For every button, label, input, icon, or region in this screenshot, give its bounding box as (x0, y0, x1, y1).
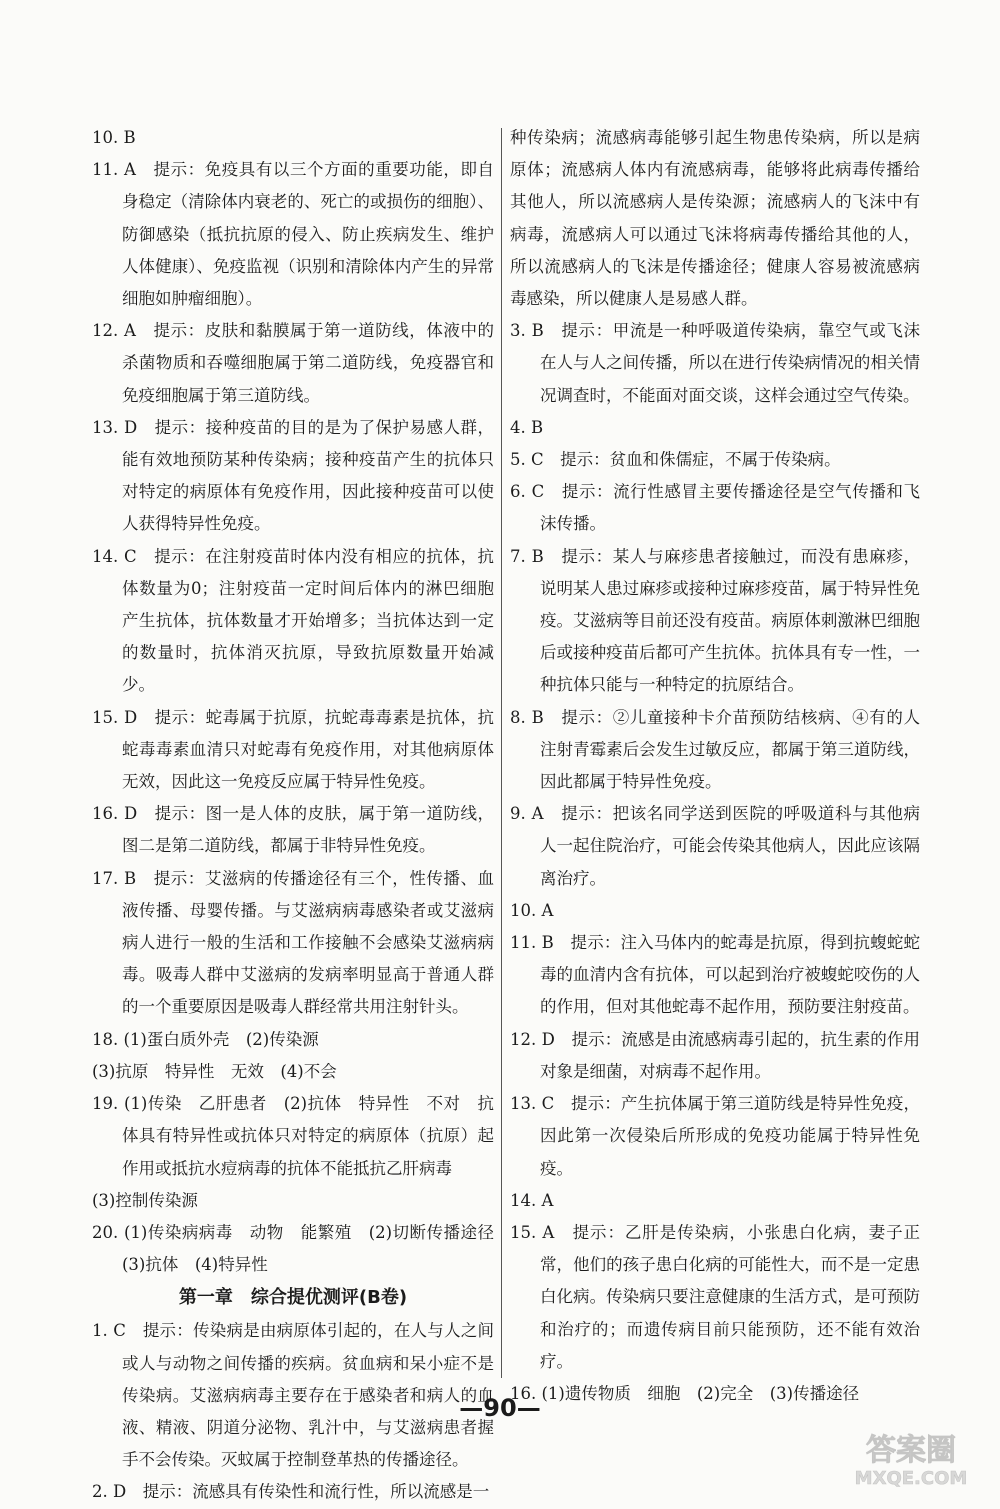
answer-item: 8. B 提示：②儿童接种卡介苗预防结核病、④有的人注射青霉素后会发生过敏反应，都属于第三道防线，因此都属于特异性免疫。 (510, 707, 920, 792)
answer-item: 15. D 提示：蛇毒属于抗原，抗蛇毒毒素是抗体，抗蛇毒毒素血清只对蛇毒有免疫作用，对其他病原体无效，因此这一免疫反应属于特异性免疫。 (92, 707, 494, 792)
watermark-logo (836, 1422, 986, 1490)
answer-item: 10. A (510, 900, 554, 920)
right-column (510, 122, 920, 1410)
answer-item: 20. (1)传染病病毒 动物 能繁殖 (2)切断传播途径 (3)抗体 (4)特异性 (92, 1222, 511, 1275)
answer-item: 13. D 提示：接种疫苗的目的是为了保护易感人群，能有效地预防某种传染病；接种疫苗产生的抗体只对特定的病原体有免疫作用，因此接种疫苗可以使人获得特异性免疫。 (92, 417, 494, 534)
answer-item: 4. B (510, 417, 544, 437)
answer-item: 16. D 提示：图一是人体的皮肤，属于第一道防线，图二是第二道防线，都属于非特异性免疫。 (92, 804, 494, 856)
answer-item: 12. D 提示：流感是由流感病毒引起的，抗生素的作用对象是细菌，对病毒不起作用。 (510, 1029, 920, 1081)
answer-item: 种传染病；流感病毒能够引起生物患传染病，所以是病原体；流感病人体内有流感病毒，能够将此病毒传播给其他人，所以流感病人是传染源；流感病人的飞沫中有病毒，流感病人可以通过飞沫将病毒传播给其他的人，所以流感病人的飞沫是传播途径；健康人容易被流感病毒感染，所以健康人是易感人群。 (510, 128, 920, 309)
answer-item: 14. A (510, 1190, 554, 1210)
answer-item: 14. C 提示：在注射疫苗时体内没有相应的抗体，抗体数量为0；注射疫苗一定时间后体内的淋巴细胞产生抗体，抗体数量才开始增多；当抗体达到一定的数量时，抗体消灭抗原，导致抗原数量开始减少。 (92, 546, 494, 695)
answer-item: 13. C 提示：产生抗体属于第三道防线是特异性免疫，因此第一次侵染后所形成的免疫功能属于特异性免疫。 (510, 1094, 920, 1178)
section-heading: 第一章 综合提优测评(B卷) (178, 1287, 408, 1309)
answer-item: 5. C 提示：贫血和侏儒症，不属于传染病。 (510, 450, 841, 470)
answer-item: 16. (1)遗传物质 细胞 (2)完全 (3)传播途径 (510, 1383, 860, 1403)
answer-item: (3)抗原 特异性 无效 (4)不会 (92, 1061, 337, 1081)
answer-item: 10. B (92, 128, 136, 147)
answer-item: 7. B 提示：某人与麻疹患者接触过，而没有患麻疹，说明某人患过麻疹或接种过麻疹疫苗，属于特异性免疫。艾滋病等目前还没有疫苗。病原体刺激淋巴细胞后或接种疫苗后都可产生抗体。抗体具有专一性，一种抗体只能与一种特定的抗原结合。 (510, 546, 920, 695)
watermark-line1: 答案圈 (866, 1433, 956, 1468)
answer-item: 9. A 提示：把该名同学送到医院的呼吸道科与其他病人一起住院治疗，可能会传染其他病人，因此应该隔离治疗。 (510, 804, 920, 888)
answer-item: 18. (1)蛋白质外壳 (2)传染源 (92, 1029, 319, 1049)
answer-item: 19. (1)传染 乙肝患者 (2)抗体 特异性 不对 抗体具有特异性或抗体只对特定的病原体（抗原）起作用或抵抗水痘病毒的抗体不能抵抗乙肝病毒 (92, 1094, 494, 1178)
answer-item: 3. B 提示：甲流是一种呼吸道传染病，靠空气或飞沫在人与人之间传播，所以在进行传染病情况的相关情况调查时，不能面对面交谈，这样会通过空气传染。 (510, 321, 920, 405)
answer-item: 6. C 提示：流行性感冒主要传播途径是空气传播和飞沫传播。 (510, 482, 920, 534)
answer-item: 12. A 提示：皮肤和黏膜属于第一道防线，体液中的杀菌物质和吞噬细胞属于第二道防线，免疫器官和免疫细胞属于第三道防线。 (92, 321, 494, 405)
answer-item: 1. C 提示：传染病是由病原体引起的，在人与人之间或人与动物之间传播的疾病。贫血病和呆小症不是传染病。艾滋病病毒主要存在于感染者和病人的血液、精液、阴道分泌物、乳汁中，与艾滋病患者握手不会传染。灭蚊属于控制登革热的传播途径。 (92, 1321, 494, 1470)
answer-item: 2. D 提示：流感具有传染性和流行性，所以流感是一 (92, 1482, 490, 1502)
answer-item: (3)控制传染源 (92, 1190, 198, 1210)
watermark-line2: MXQE.COM (854, 1468, 968, 1489)
answer-item: 11. B 提示：注入马体内的蛇毒是抗原，得到抗蝮蛇蛇毒的血清内含有抗体，可以起到治疗被蝮蛇咬伤的人的作用，但对其他蛇毒不起作用，预防要注射疫苗。 (510, 933, 920, 1017)
answer-item: 17. B 提示：艾滋病的传播途径有三个，性传播、血液传播、母婴传播。与艾滋病病毒感染者或艾滋病病人进行一般的生活和工作接触不会感染艾滋病病毒。吸毒人群中艾滋病的发病率明显高于普通人群的一个重要原因是吸毒人群经常共用注射针头。 (92, 868, 494, 1017)
answer-item: 11. A 提示：免疫具有以三个方面的重要功能，即自身稳定（清除体内衰老的、死亡的或损伤的细胞）、防御感染（抵抗抗原的侵入、防止疾病发生、维护人体健康）、免疫监视（识别和清除体内产生的异常细胞如肿瘤细胞）。 (92, 160, 494, 309)
answer-item: 15. A 提示：乙肝是传染病，小张患白化病，妻子正常，他们的孩子患白化病的可能性大，而不是一定患白化病。传染病只要注意健康的生活方式，是可预防和治疗的；而遗传病目前只能预防，还不能有效治疗。 (510, 1222, 920, 1371)
column-divider (501, 128, 502, 1378)
page-number: —90— (459, 1394, 541, 1422)
